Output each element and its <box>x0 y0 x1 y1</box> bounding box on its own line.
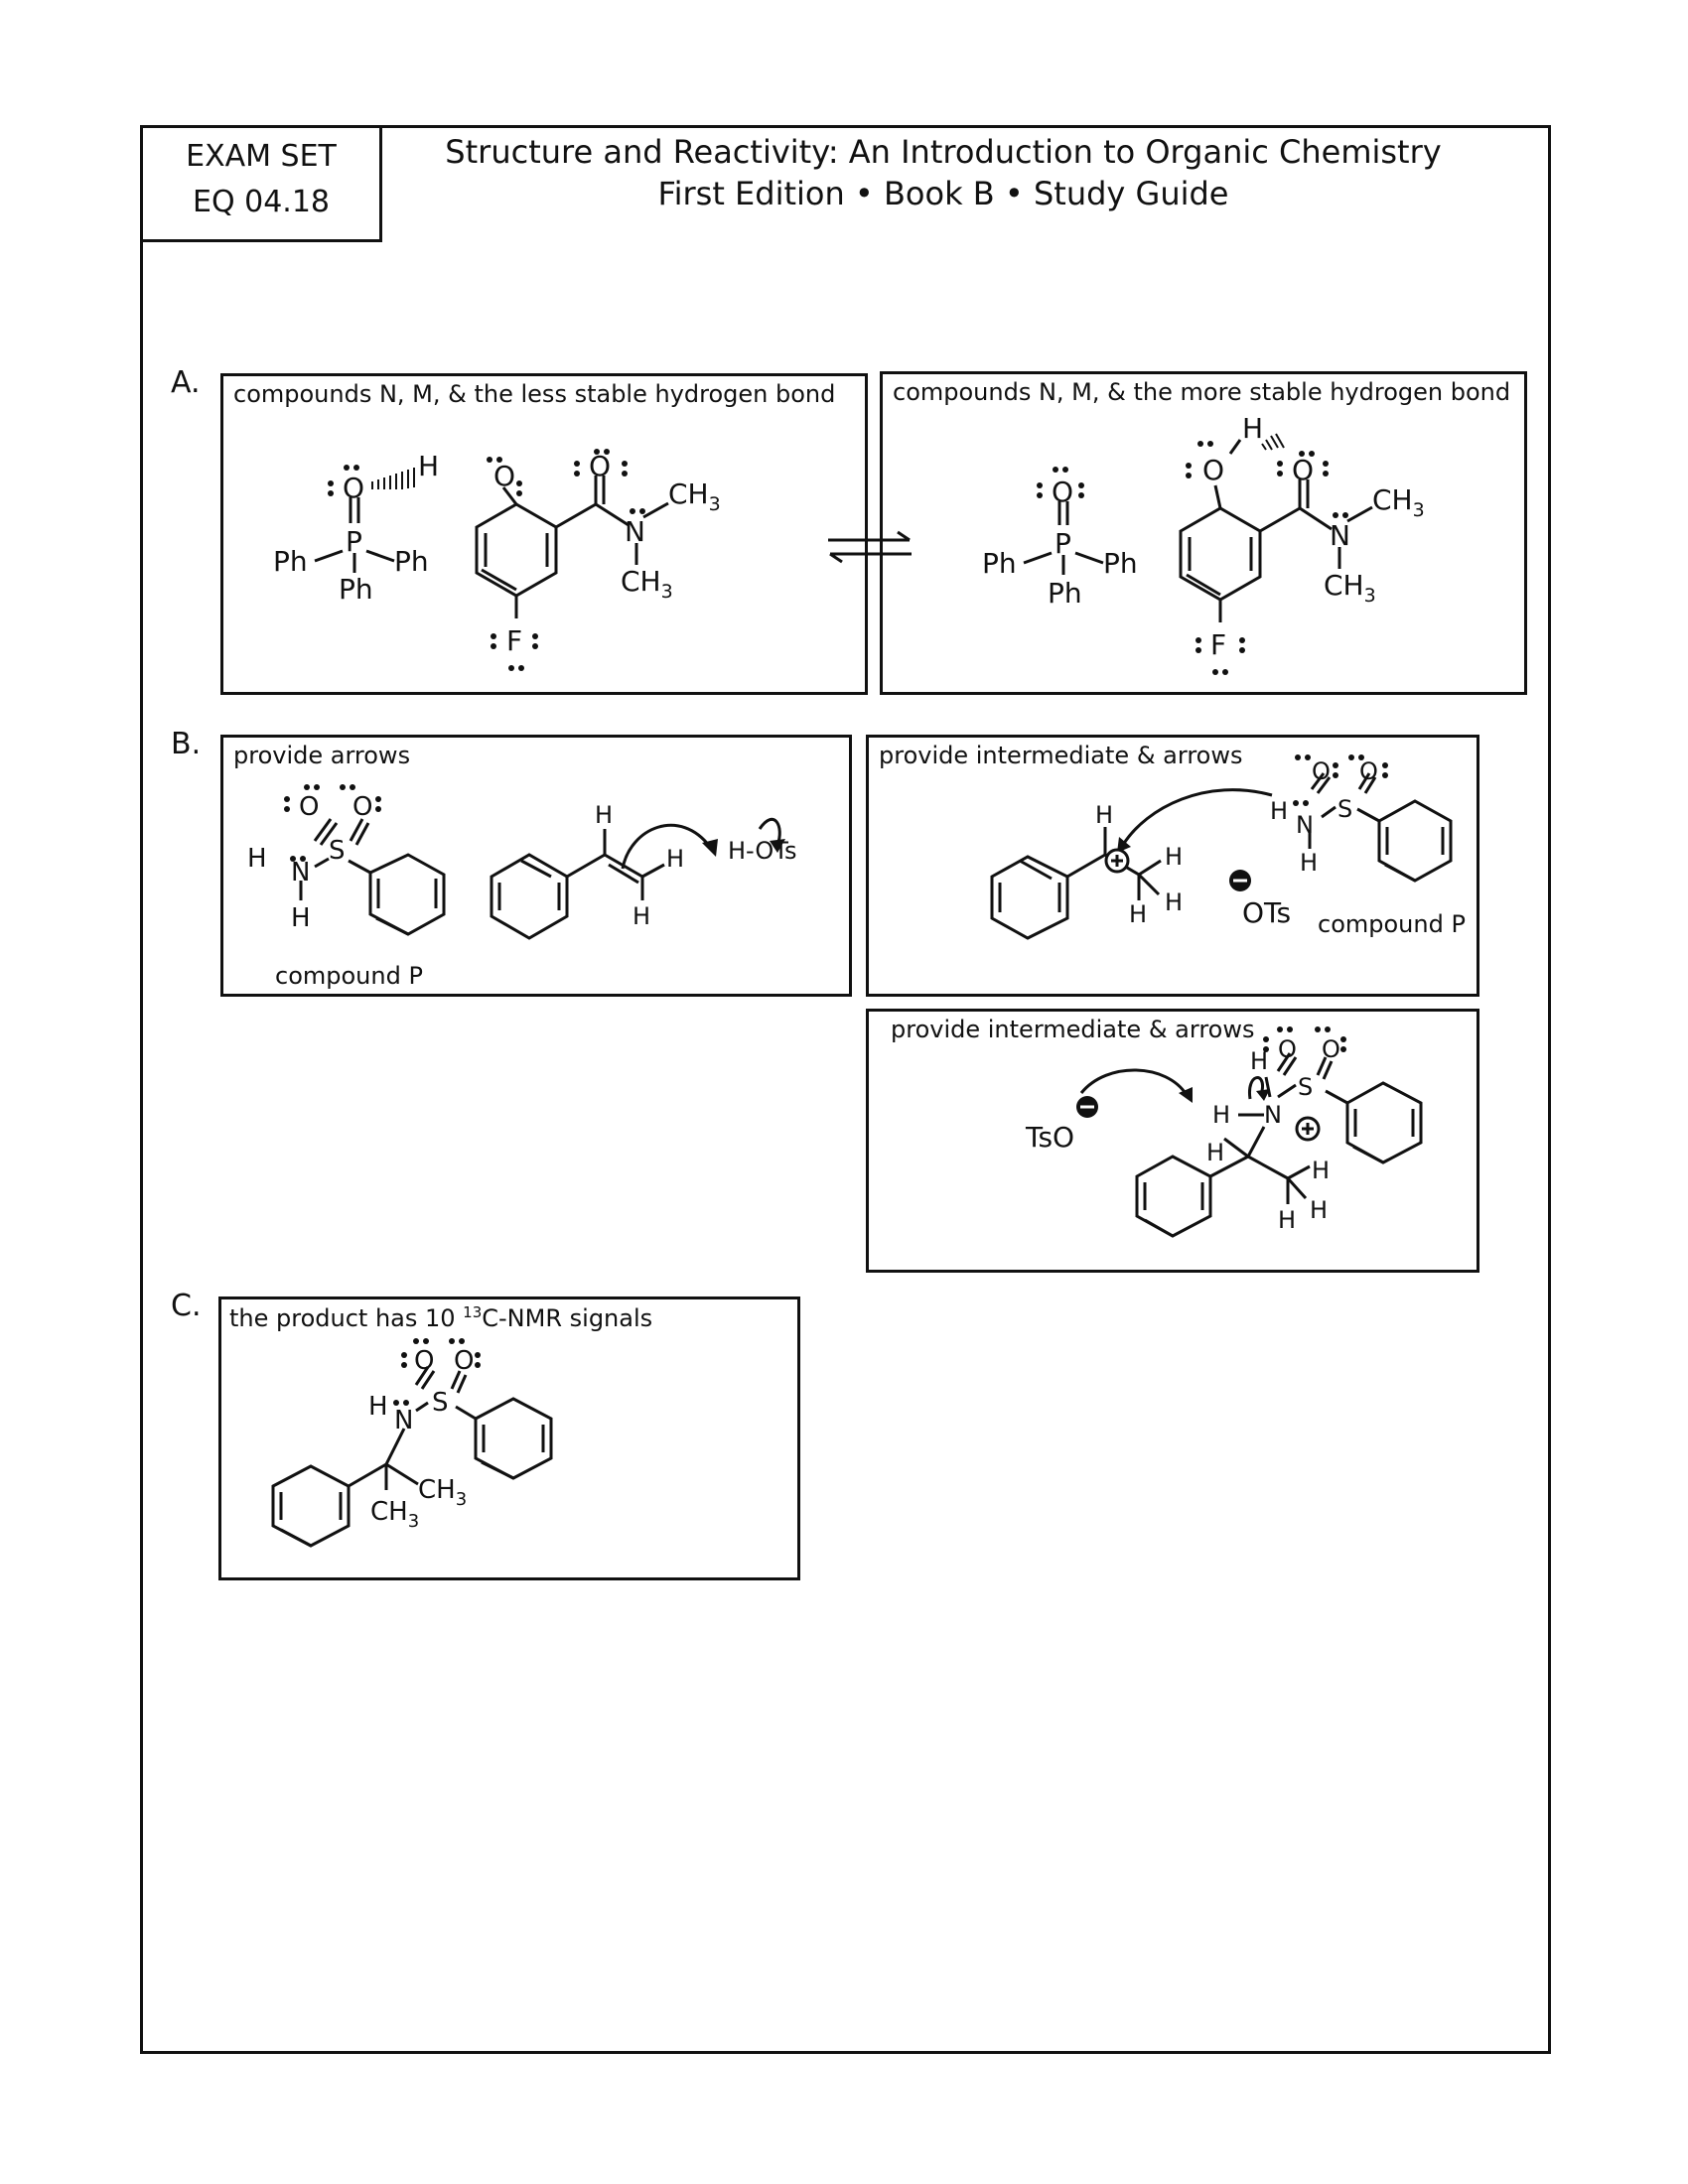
molecule-a-less-stable <box>223 376 871 698</box>
methyl-label: $CH_3$ <box>621 565 673 603</box>
atom-ph: Ph <box>394 545 429 578</box>
atom-h: H <box>1278 1206 1297 1234</box>
compound-p-caption: compound P <box>1318 910 1466 938</box>
panel-b1-label: provide arrows <box>233 742 411 769</box>
atom-h: H <box>1312 1157 1331 1184</box>
atom-o: O <box>1322 1035 1340 1063</box>
compound-p-caption: compound P <box>275 962 423 990</box>
title-line-2: First Edition • Book B • Study Guide <box>657 175 1229 212</box>
atom-h: H <box>633 902 651 930</box>
panel-b-intermediate-1 <box>866 735 1479 997</box>
exam-set-box <box>140 125 382 242</box>
panel-c-label-superscript: 13 <box>463 1303 483 1321</box>
atom-n: N <box>625 515 645 548</box>
atom-h: H <box>368 1392 388 1422</box>
molecule-a-more-stable <box>883 374 1530 698</box>
methyl-label: $CH_3$ <box>1324 569 1376 607</box>
atom-h: H <box>1310 1196 1329 1224</box>
panel-a-less-stable <box>220 373 868 695</box>
atom-o: O <box>589 450 612 482</box>
atom-h: H <box>1270 797 1289 825</box>
atom-o: O <box>1052 476 1074 508</box>
atom-ph: Ph <box>273 545 308 578</box>
methyl-label: $CH_3$ <box>668 478 721 515</box>
atom-s: S <box>1337 795 1353 823</box>
methyl-label: $CH_3$ <box>370 1497 420 1532</box>
atom-ph: Ph <box>1103 547 1138 580</box>
atom-n: N <box>1296 811 1314 839</box>
atom-h: H <box>666 845 685 873</box>
atom-p: P <box>1055 527 1071 560</box>
panel-c-label-text-end: C-NMR signals <box>482 1304 653 1332</box>
atom-ph: Ph <box>339 573 373 606</box>
atom-o: O <box>343 472 365 504</box>
atom-h: H <box>595 801 614 829</box>
molecule-b1 <box>223 738 855 1000</box>
atom-o: O <box>1312 757 1331 785</box>
atom-ph: Ph <box>982 547 1017 580</box>
atom-p: P <box>346 525 362 558</box>
atom-h: H <box>291 903 311 933</box>
atom-h: H <box>1165 843 1184 871</box>
molecule-b3 <box>869 1012 1482 1276</box>
atom-h: H <box>1250 1047 1269 1075</box>
atom-h: H <box>1300 849 1319 877</box>
tosylate-label: OTs <box>1242 896 1292 929</box>
document-title <box>397 131 1489 214</box>
atom-f: F <box>506 624 523 657</box>
atom-h: H <box>1242 412 1264 445</box>
atom-o: O <box>493 460 516 492</box>
methyl-label: $CH_3$ <box>418 1475 468 1510</box>
atom-o: O <box>1278 1035 1297 1063</box>
atom-h: H <box>1095 801 1114 829</box>
atom-s: S <box>432 1388 449 1418</box>
atom-o: O <box>352 792 373 822</box>
panel-b3-label: provide intermediate & arrows <box>891 1016 1255 1043</box>
methyl-label: $CH_3$ <box>1372 483 1425 521</box>
atom-n: N <box>1264 1101 1282 1129</box>
panel-c-label-text: the product has 10 <box>229 1304 464 1332</box>
atom-s: S <box>329 836 346 866</box>
acid-label: H-OTs <box>728 837 797 865</box>
atom-n: N <box>1330 519 1350 552</box>
atom-h: H <box>247 844 267 874</box>
atom-n: N <box>394 1406 414 1435</box>
atom-o: O <box>1359 757 1378 785</box>
panel-b2-label: provide intermediate & arrows <box>879 742 1243 769</box>
atom-h: H <box>1165 888 1184 916</box>
panel-b-provide-arrows <box>220 735 852 997</box>
atom-n: N <box>291 858 311 887</box>
atom-o: O <box>1202 454 1225 486</box>
panel-a-more-stable <box>880 371 1527 695</box>
atom-o: O <box>299 792 320 822</box>
atom-o: O <box>1292 454 1315 486</box>
panel-a-more-stable-label: compounds N, M, & the more stable hydrogen bond <box>893 378 1511 406</box>
molecule-b2 <box>869 738 1482 1000</box>
panel-c-product <box>218 1297 800 1580</box>
tosylate-label: TsO <box>1026 1121 1075 1154</box>
section-b-letter: B. <box>171 727 202 761</box>
atom-f: F <box>1210 628 1227 661</box>
section-a-letter: A. <box>171 365 201 400</box>
atom-o: O <box>414 1346 435 1376</box>
atom-o: O <box>454 1346 475 1376</box>
section-c-letter: C. <box>171 1289 202 1323</box>
exam-set-label: EXAM SET <box>186 139 337 174</box>
atom-ph: Ph <box>1048 577 1082 610</box>
atom-h: H <box>1129 900 1148 928</box>
panel-b-intermediate-2 <box>866 1009 1479 1273</box>
atom-h: H <box>1212 1101 1231 1129</box>
panel-a-less-stable-label: compounds N, M, & the less stable hydrogen bond <box>233 380 836 408</box>
atom-h: H <box>418 450 440 482</box>
atom-s: S <box>1298 1073 1314 1101</box>
atom-h: H <box>1206 1139 1225 1166</box>
title-line-1: Structure and Reactivity: An Introduction to Organic Chemistry <box>445 133 1442 171</box>
molecule-c <box>221 1299 803 1583</box>
exam-id: EQ 04.18 <box>193 185 330 219</box>
